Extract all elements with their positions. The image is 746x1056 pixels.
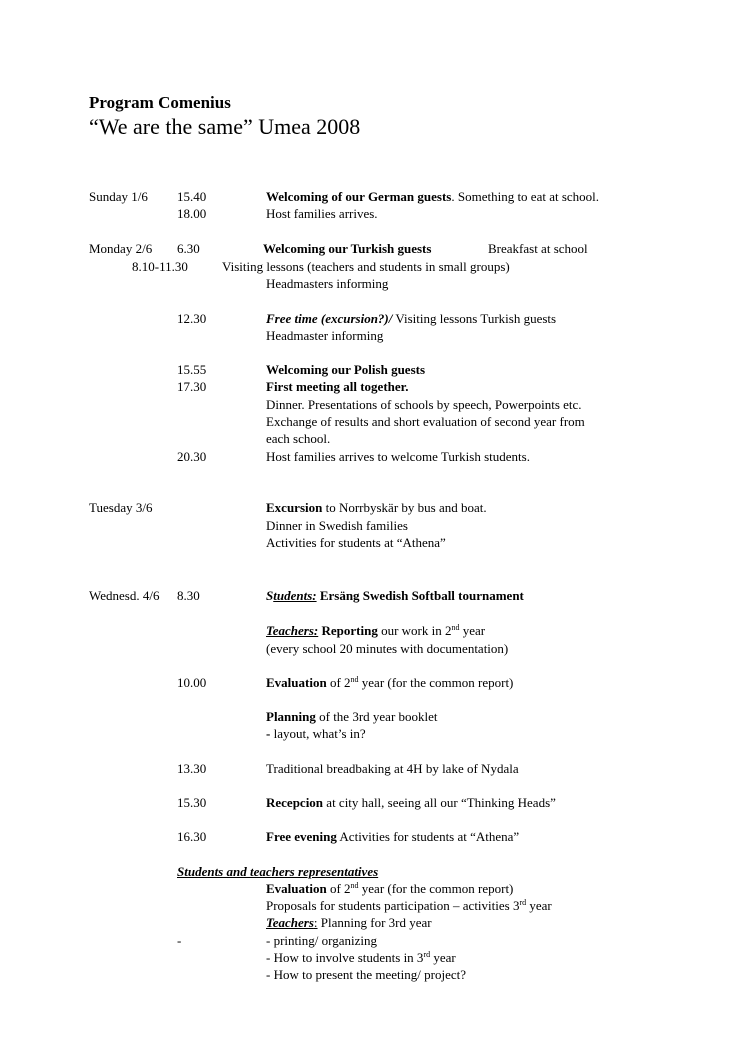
time-label: 16.30 bbox=[177, 829, 207, 844]
time-label: 20.30 bbox=[177, 449, 207, 464]
activity-line bbox=[266, 949, 456, 966]
text-span: Planning for 3rd year bbox=[317, 915, 432, 930]
activity-line: Host families arrives to welcome Turkish students. bbox=[266, 449, 530, 464]
text-span: our work in 2 bbox=[377, 623, 452, 638]
bold-italic-text: Free time (excursion?)/ bbox=[266, 311, 393, 326]
text-span: year bbox=[526, 898, 552, 913]
activity-line: - How to present the meeting/ project? bbox=[266, 967, 466, 982]
bold-text: Free evening bbox=[266, 829, 337, 844]
time-label: 15.55 bbox=[177, 362, 207, 377]
underlined-text: Students and teachers representatives bbox=[177, 864, 379, 879]
activity-line bbox=[266, 725, 366, 742]
activity-line bbox=[266, 708, 438, 725]
time-label: 8.10-11.30 bbox=[132, 259, 188, 274]
time-label: 18.00 bbox=[177, 206, 207, 221]
activity-line bbox=[266, 310, 556, 327]
day-label-monday: Monday 2/6 bbox=[89, 241, 153, 256]
day-label-wednesday: Wednesd. 4/6 bbox=[89, 588, 160, 603]
activity-line bbox=[263, 240, 431, 257]
activity-line bbox=[266, 674, 513, 691]
activity-line: Breakfast at school bbox=[488, 241, 588, 256]
activity-line: Headmaster informing bbox=[266, 328, 384, 343]
time-label: 17.30 bbox=[177, 379, 207, 394]
bold-text: Recepcion bbox=[266, 795, 324, 810]
bold-text: Welcoming our Polish guests bbox=[266, 362, 426, 377]
superscript: nd bbox=[451, 623, 460, 632]
activity-line: Traditional breadbaking at 4H by lake of Nydala bbox=[266, 761, 519, 776]
activity-line: each school. bbox=[266, 431, 331, 446]
activity-line: Headmasters informing bbox=[266, 276, 389, 291]
text-span: of 2 bbox=[326, 881, 351, 896]
activity-line: Dinner in Swedish families bbox=[266, 518, 408, 533]
bold-text: Ersäng Swedish Softball tournament bbox=[316, 588, 524, 603]
text-span: Visiting lessons Turkish guests bbox=[392, 311, 557, 326]
bold-text: First meeting all together. bbox=[266, 379, 409, 394]
text-span: of 2 bbox=[326, 675, 351, 690]
activity-line: (every school 20 minutes with documentation) bbox=[266, 641, 509, 656]
bold-text: Excursion bbox=[266, 500, 323, 515]
activity-line bbox=[266, 897, 552, 914]
bold-text: Planning bbox=[266, 709, 316, 724]
bold-text: Welcoming our Turkish guests bbox=[263, 241, 432, 256]
section-heading bbox=[177, 863, 378, 880]
superscript: nd bbox=[350, 675, 359, 684]
activity-line bbox=[266, 828, 519, 845]
activity-line bbox=[266, 794, 556, 811]
document-title: Program Comenius bbox=[89, 93, 231, 112]
text-span: year bbox=[430, 950, 456, 965]
activity-line bbox=[266, 361, 425, 378]
underlined-text: : bbox=[313, 915, 318, 930]
superscript: nd bbox=[350, 881, 359, 890]
time-label: 8.30 bbox=[177, 588, 200, 603]
text-span: . Something to eat at school. bbox=[451, 189, 600, 204]
text-span: - How to involve students in 3 bbox=[266, 950, 424, 965]
time-label: 15.40 bbox=[177, 189, 207, 204]
document-subtitle: “We are the same” Umea 2008 bbox=[89, 114, 361, 139]
text-span: Activities for students at “Athena” bbox=[336, 829, 520, 844]
activity-line bbox=[266, 622, 485, 639]
superscript: rd bbox=[423, 950, 431, 959]
text-span: layout, what’s in? bbox=[270, 726, 366, 741]
activity-line bbox=[266, 499, 487, 516]
text-span: to Norrbyskär by bus and boat. bbox=[322, 500, 487, 515]
time-label: 15.30 bbox=[177, 795, 207, 810]
time-label: 6.30 bbox=[177, 241, 200, 256]
bold-text: Welcoming of our German guests bbox=[266, 189, 452, 204]
superscript: rd bbox=[519, 898, 527, 907]
underlined-text: Teachers bbox=[266, 915, 314, 930]
bold-text: Reporting bbox=[318, 623, 378, 638]
activity-line bbox=[266, 587, 524, 604]
bold-text: Evaluation bbox=[266, 881, 327, 896]
text-span: Proposals for students participation – activities 3 bbox=[266, 898, 520, 913]
activity-line: Visiting lessons (teachers and students in small groups) bbox=[222, 259, 510, 274]
text-span: year (for the common report) bbox=[358, 881, 514, 896]
activity-line bbox=[266, 914, 432, 931]
text-span: at city hall, seeing all our “Thinking Heads” bbox=[323, 795, 556, 810]
underlined-text: Teachers: bbox=[266, 623, 319, 638]
activity-line: Activities for students at “Athena” bbox=[266, 535, 446, 550]
text-span: S bbox=[266, 588, 274, 603]
bold-text: - bbox=[266, 726, 271, 741]
bold-text: Evaluation bbox=[266, 675, 327, 690]
activity-line: Dinner. Presentations of schools by speech, Powerpoints etc. bbox=[266, 397, 582, 412]
activity-line bbox=[266, 188, 599, 205]
text-span: of the 3rd year booklet bbox=[315, 709, 438, 724]
activity-line: Host families arrives. bbox=[266, 206, 378, 221]
time-label: 10.00 bbox=[177, 675, 207, 690]
time-label: 12.30 bbox=[177, 311, 207, 326]
text-span: year bbox=[459, 623, 486, 638]
bullet-dash: - bbox=[177, 933, 182, 948]
day-label-sunday: Sunday 1/6 bbox=[89, 189, 148, 204]
day-label-tuesday: Tuesday 3/6 bbox=[89, 500, 153, 515]
activity-line bbox=[266, 378, 408, 395]
activity-line: Exchange of results and short evaluation of second year from bbox=[266, 414, 585, 429]
underlined-text: tudents: bbox=[273, 588, 317, 603]
text-span: year (for the common report) bbox=[358, 675, 514, 690]
activity-line bbox=[266, 880, 513, 897]
time-label: 13.30 bbox=[177, 761, 207, 776]
activity-line: - printing/ organizing bbox=[266, 933, 377, 948]
